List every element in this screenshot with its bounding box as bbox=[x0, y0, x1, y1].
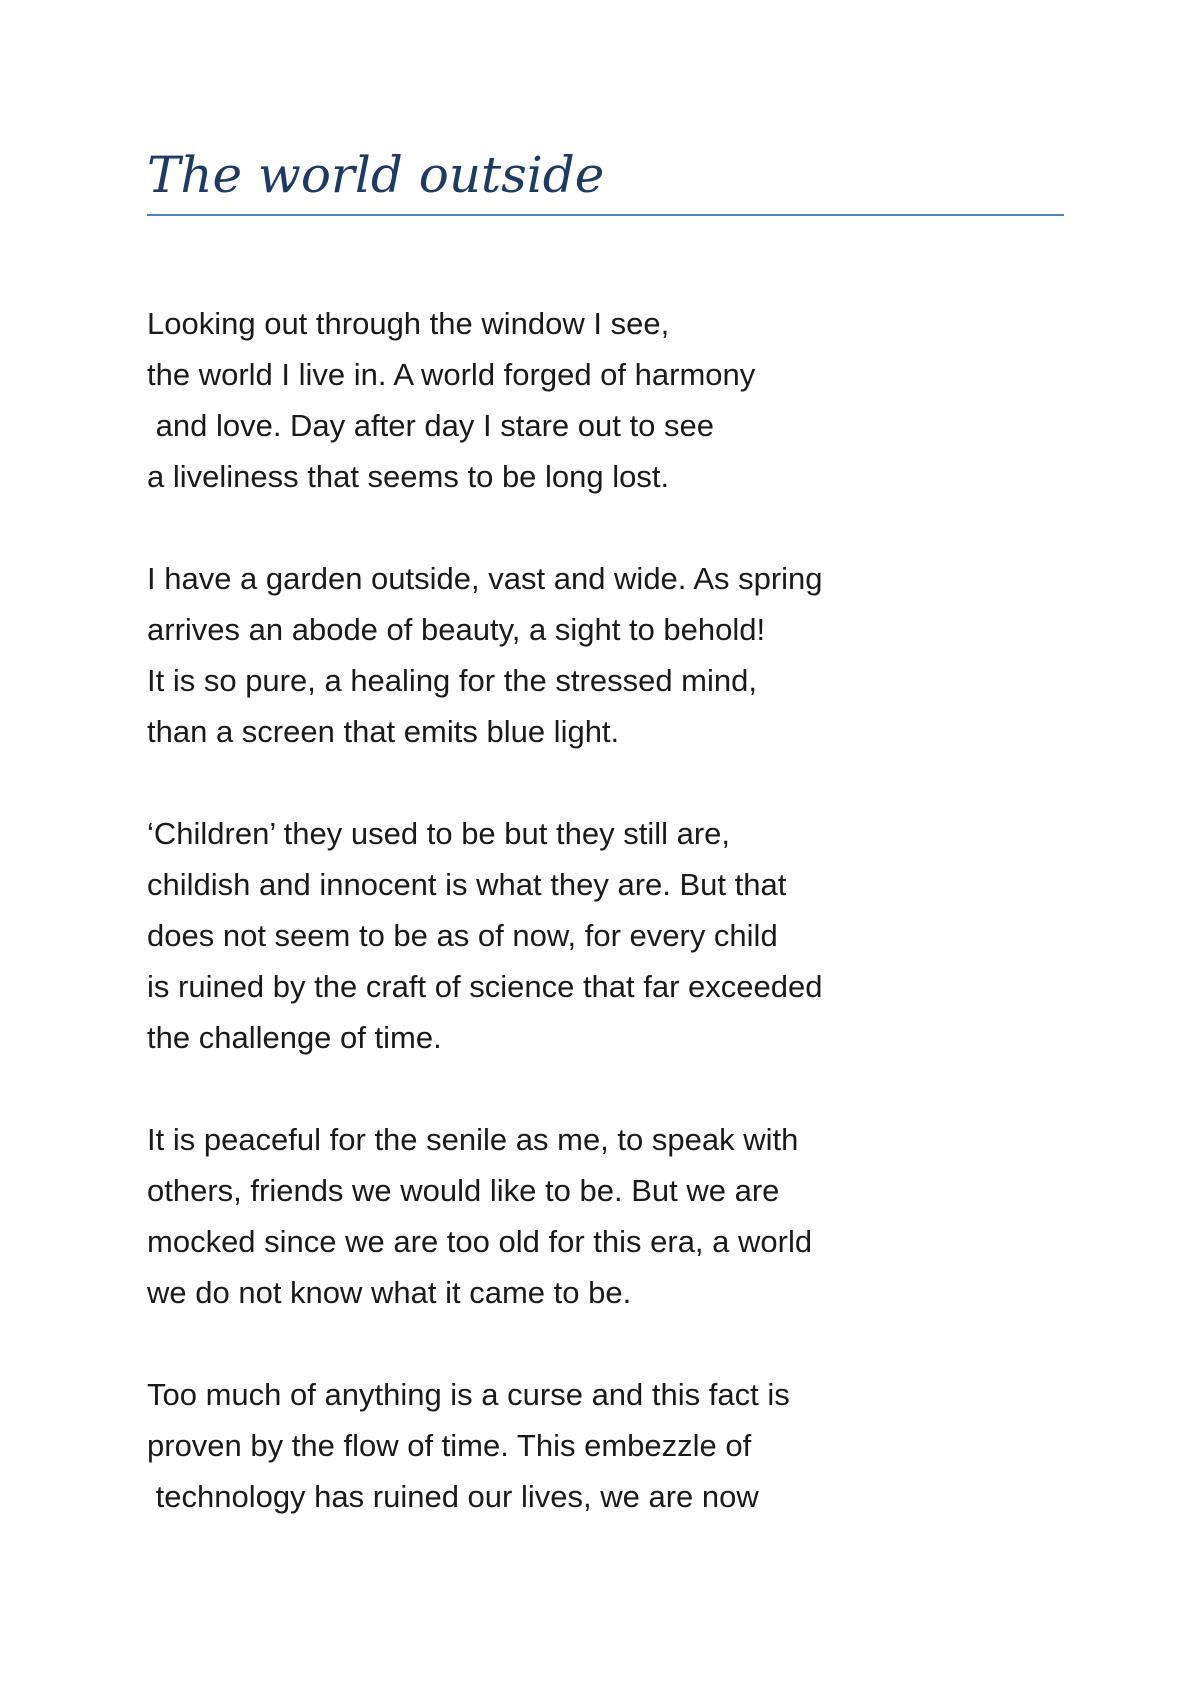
poem-line: the challenge of time. bbox=[147, 1020, 442, 1055]
page-title: The world outside bbox=[147, 146, 605, 204]
poem-line: does not seem to be as of now, for every child bbox=[147, 918, 778, 953]
stanza bbox=[147, 553, 1087, 757]
poem-line: arrives an abode of beauty, a sight to behold! bbox=[147, 612, 766, 647]
stanza bbox=[147, 1369, 1087, 1522]
poem-line: ‘Children’ they used to be but they still are, bbox=[147, 816, 731, 851]
poem-line: Looking out through the window I see, bbox=[147, 306, 670, 341]
poem-line: I have a garden outside, vast and wide. As spring bbox=[147, 561, 823, 596]
poem-line: childish and innocent is what they are. But that bbox=[147, 867, 787, 902]
poem-line: is ruined by the craft of science that far exceeded bbox=[147, 969, 823, 1004]
poem-line: technology has ruined our lives, we are now bbox=[147, 1479, 759, 1514]
poem-line: than a screen that emits blue light. bbox=[147, 714, 620, 749]
poem-body bbox=[147, 298, 1087, 1573]
poem-line: the world I live in. A world forged of harmony bbox=[147, 357, 756, 392]
poem-line: It is so pure, a healing for the stressed mind, bbox=[147, 663, 757, 698]
poem-line: and love. Day after day I stare out to see bbox=[147, 408, 714, 443]
poem-line: we do not know what it came to be. bbox=[147, 1275, 632, 1310]
poem-line: Too much of anything is a curse and this fact is bbox=[147, 1377, 790, 1412]
title-underline-divider bbox=[147, 214, 1064, 216]
poem-line: proven by the flow of time. This embezzle of bbox=[147, 1428, 752, 1463]
stanza bbox=[147, 298, 1087, 502]
stanza bbox=[147, 808, 1087, 1063]
poem-line: others, friends we would like to be. But we are bbox=[147, 1173, 780, 1208]
poem-line: It is peaceful for the senile as me, to speak with bbox=[147, 1122, 799, 1157]
poem-line: a liveliness that seems to be long lost. bbox=[147, 459, 670, 494]
poem-line: mocked since we are too old for this era, a world bbox=[147, 1224, 813, 1259]
stanza bbox=[147, 1114, 1087, 1318]
